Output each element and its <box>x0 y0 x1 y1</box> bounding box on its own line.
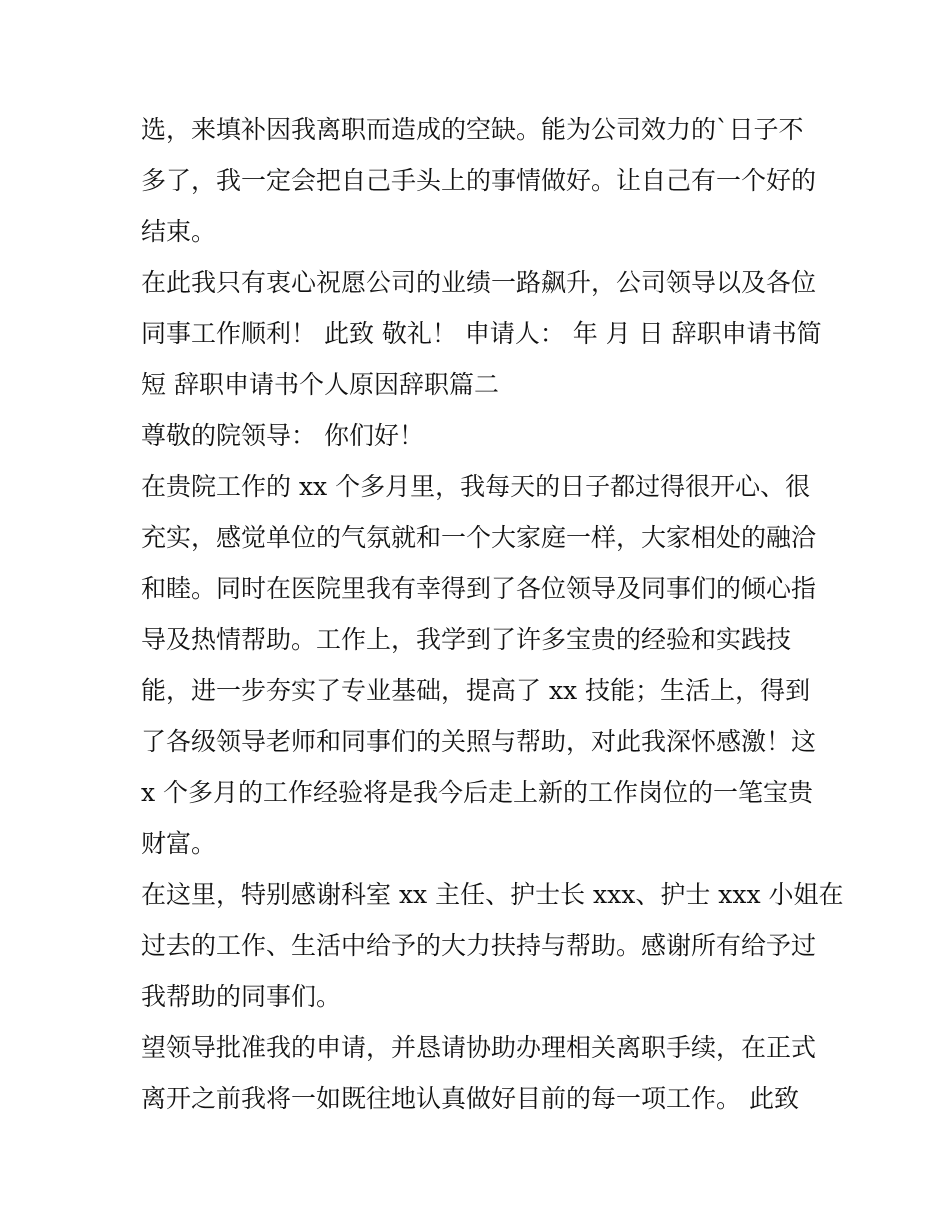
text-line-19: 望领导批准我的申请，并恳请协助办理相关离职手续，在正式 <box>141 1033 817 1062</box>
text-line-11: 导及热情帮助。工作上，我学到了许多宝贵的经验和实践技 <box>141 625 792 654</box>
text-line-1: 选，来填补因我离职而造成的空缺。能为公司效力的`日子不 <box>141 115 804 144</box>
text-line-3: 结束。 <box>141 217 217 246</box>
text-line-12: 能，进一步夯实了专业基础，提高了 xx 技能；生活上，得到 <box>141 676 811 705</box>
text-line-16: 在这里，特别感谢科室 xx 主任、护士长 xxx、护士 xxx 小姐在 <box>141 880 844 909</box>
text-line-15: 财富。 <box>141 829 217 858</box>
text-line-13: 了各级领导老师和同事们的关照与帮助，对此我深怀感激！这 <box>141 727 817 756</box>
text-line-17: 过去的工作、生活中给予的大力扶持与帮助。感谢所有给予过 <box>141 931 817 960</box>
text-line-7: 尊敬的院领导： 你们好！ <box>141 421 424 450</box>
text-line-8: 在贵院工作的 xx 个多月里，我每天的日子都过得很开心、很 <box>141 472 811 501</box>
text-line-18: 我帮助的同事们。 <box>141 982 342 1011</box>
text-line-10: 和睦。同时在医院里我有幸得到了各位领导及同事们的倾心指 <box>141 574 817 603</box>
text-line-5: 同事工作顺利！ 此致 敬礼！ 申请人： 年 月 日 辞职申请书简 <box>141 319 822 348</box>
document-body <box>141 104 844 1124</box>
text-line-2: 多了，我一定会把自己手头上的事情做好。让自己有一个好的 <box>141 166 817 195</box>
text-line-6: 短 辞职申请书个人原因辞职篇二 <box>141 370 499 399</box>
text-line-14: x 个多月的工作经验将是我今后走上新的工作岗位的一笔宝贵 <box>141 778 814 807</box>
text-line-4: 在此我只有衷心祝愿公司的业绩一路飙升，公司领导以及各位 <box>141 268 817 297</box>
text-line-20: 离开之前我将一如既往地认真做好目前的每一项工作。 此致 <box>141 1084 799 1113</box>
text-line-9: 充实，感觉单位的气氛就和一个大家庭一样，大家相处的融洽 <box>141 523 817 552</box>
